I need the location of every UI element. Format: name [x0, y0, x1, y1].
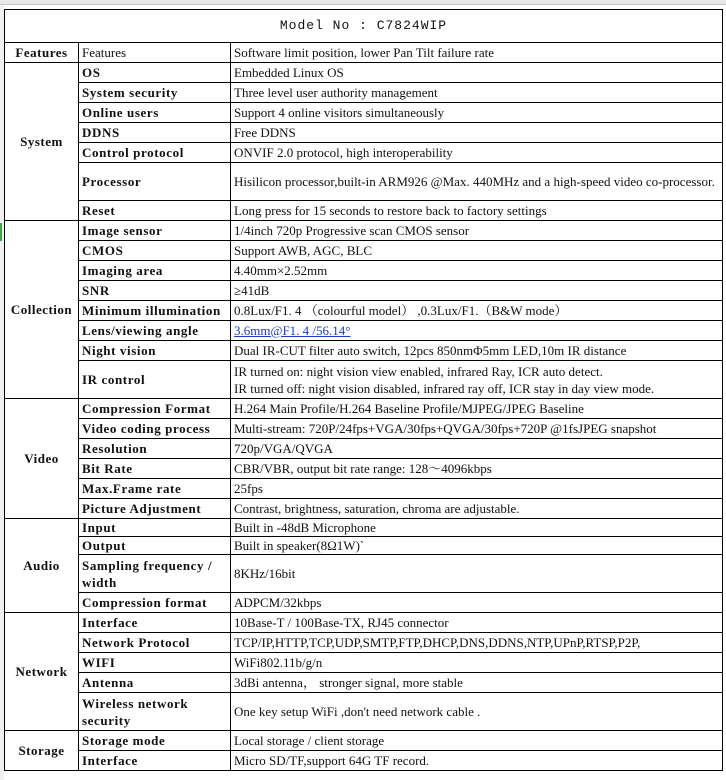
- feature-label: Control protocol: [79, 143, 231, 163]
- category-audio: Audio: [5, 519, 79, 613]
- feature-value: One key setup WiFi ,don't need network cable .: [231, 693, 723, 731]
- feature-label: Reset: [79, 201, 231, 221]
- feature-label: Network Protocol: [79, 633, 231, 653]
- category-storage: Storage: [5, 731, 79, 771]
- feature-label: Wireless network security: [79, 693, 231, 731]
- feature-label: SNR: [79, 281, 231, 301]
- feature-label: Interface: [79, 751, 231, 771]
- feature-value: 3dBi antenna， stronger signal, more stable: [231, 673, 723, 693]
- feature-label: IR control: [79, 361, 231, 399]
- feature-value: Contrast, brightness, saturation, chroma are adjustable.: [231, 499, 723, 519]
- feature-value: Support AWB, AGC, BLC: [231, 241, 723, 261]
- feature-value: Multi-stream: 720P/24fps+VGA/30fps+QVGA/30fps+720P @1fsJPEG snapshot: [231, 419, 723, 439]
- ir-off-text: IR turned off: night vision disabled, infrared ray off, ICR stay in day view mode.: [234, 380, 655, 396]
- feature-value: WiFi802.11b/g/n: [231, 653, 723, 673]
- spec-table: [4, 9, 723, 771]
- feature-label: Picture Adjustment: [79, 499, 231, 519]
- feature-value: Micro SD/TF,support 64G TF record.: [231, 751, 723, 771]
- feature-label: Antenna: [79, 673, 231, 693]
- feature-value: Dual IR-CUT filter auto switch, 12pcs 850nmΦ5mm LED,10m IR distance: [231, 341, 723, 361]
- feature-label: Compression Format: [79, 399, 231, 419]
- feature-value: Three level user authority management: [231, 83, 723, 103]
- feature-value: Built in -48dB Microphone: [231, 519, 723, 537]
- feature-value: 1/4inch 720p Progressive scan CMOS sensor: [231, 221, 723, 241]
- selected-row-marker: [0, 223, 2, 241]
- feature-label: Processor: [79, 163, 231, 201]
- feature-label: Output: [79, 537, 231, 555]
- feature-label: Image sensor: [79, 221, 231, 241]
- feature-label: Imaging area: [79, 261, 231, 281]
- feature-value: 10Base-T / 100Base-TX, RJ45 connector: [231, 613, 723, 633]
- feature-label: Interface: [79, 613, 231, 633]
- feature-value: 720p/VGA/QVGA: [231, 439, 723, 459]
- feature-label: WIFI: [79, 653, 231, 673]
- feature-value: ≥41dB: [231, 281, 723, 301]
- feature-value: Embedded Linux OS: [231, 63, 723, 83]
- feature-value: Support 4 online visitors simultaneously: [231, 103, 723, 123]
- feature-value: 0.8Lux/F1. 4 （colourful model） ,0.3Lux/F1.（B&W mode）: [231, 301, 723, 321]
- feature-label: Online users: [79, 103, 231, 123]
- feature-value: ADPCM/32kbps: [231, 593, 723, 613]
- spreadsheet-column-header: [0, 0, 726, 5]
- feature-label: Sampling frequency / width: [79, 555, 231, 593]
- feature-label: OS: [79, 63, 231, 83]
- category-features: Features: [5, 43, 79, 63]
- feature-value: 8KHz/16bit: [231, 555, 723, 593]
- feature-label: Video coding process: [79, 419, 231, 439]
- feature-label: Storage mode: [79, 731, 231, 751]
- feature-value: [231, 361, 723, 399]
- feature-label: Max.Frame rate: [79, 479, 231, 499]
- feature-label: Night vision: [79, 341, 231, 361]
- feature-label: Features: [79, 43, 231, 63]
- feature-value: 25fps: [231, 479, 723, 499]
- feature-value: Free DDNS: [231, 123, 723, 143]
- feature-label: Lens/viewing angle: [79, 321, 231, 341]
- feature-value: Local storage / client storage: [231, 731, 723, 751]
- feature-value: ONVIF 2.0 protocol, high interoperability: [231, 143, 723, 163]
- feature-label: Resolution: [79, 439, 231, 459]
- feature-label: Input: [79, 519, 231, 537]
- category-network: Network: [5, 613, 79, 731]
- ir-on-text: IR turned on: night vision view enabled, infrared Ray, ICR auto detect.: [234, 363, 603, 379]
- feature-value: Long press for 15 seconds to restore back to factory settings: [231, 201, 723, 221]
- feature-value: H.264 Main Profile/H.264 Baseline Profile/MJPEG/JPEG Baseline: [231, 399, 723, 419]
- category-collection: Collection: [5, 221, 79, 399]
- feature-value: 4.40mm×2.52mm: [231, 261, 723, 281]
- feature-value: CBR/VBR, output bit rate range: 128～4096kbps: [231, 459, 723, 479]
- feature-label: Compression format: [79, 593, 231, 613]
- model-title: Model No : C7824WIP: [5, 10, 723, 43]
- feature-value: Built in speaker(8Ω1W)`: [231, 537, 723, 555]
- feature-label: Bit Rate: [79, 459, 231, 479]
- feature-label: DDNS: [79, 123, 231, 143]
- feature-value: TCP/IP,HTTP,TCP,UDP,SMTP,FTP,DHCP,DNS,DDNS,NTP,UPnP,RTSP,P2P,: [231, 633, 723, 653]
- feature-value: Hisilicon processor,built-in ARM926 @Max. 440MHz and a high-speed video co-processor.: [231, 163, 723, 201]
- feature-label: Minimum illumination: [79, 301, 231, 321]
- feature-label: System security: [79, 83, 231, 103]
- feature-label: CMOS: [79, 241, 231, 261]
- category-video: Video: [5, 399, 79, 519]
- feature-value: Software limit position, lower Pan Tilt failure rate: [231, 43, 723, 63]
- category-system: System: [5, 63, 79, 221]
- lens-link[interactable]: 3.6mm@F1. 4 /56.14°: [234, 322, 351, 338]
